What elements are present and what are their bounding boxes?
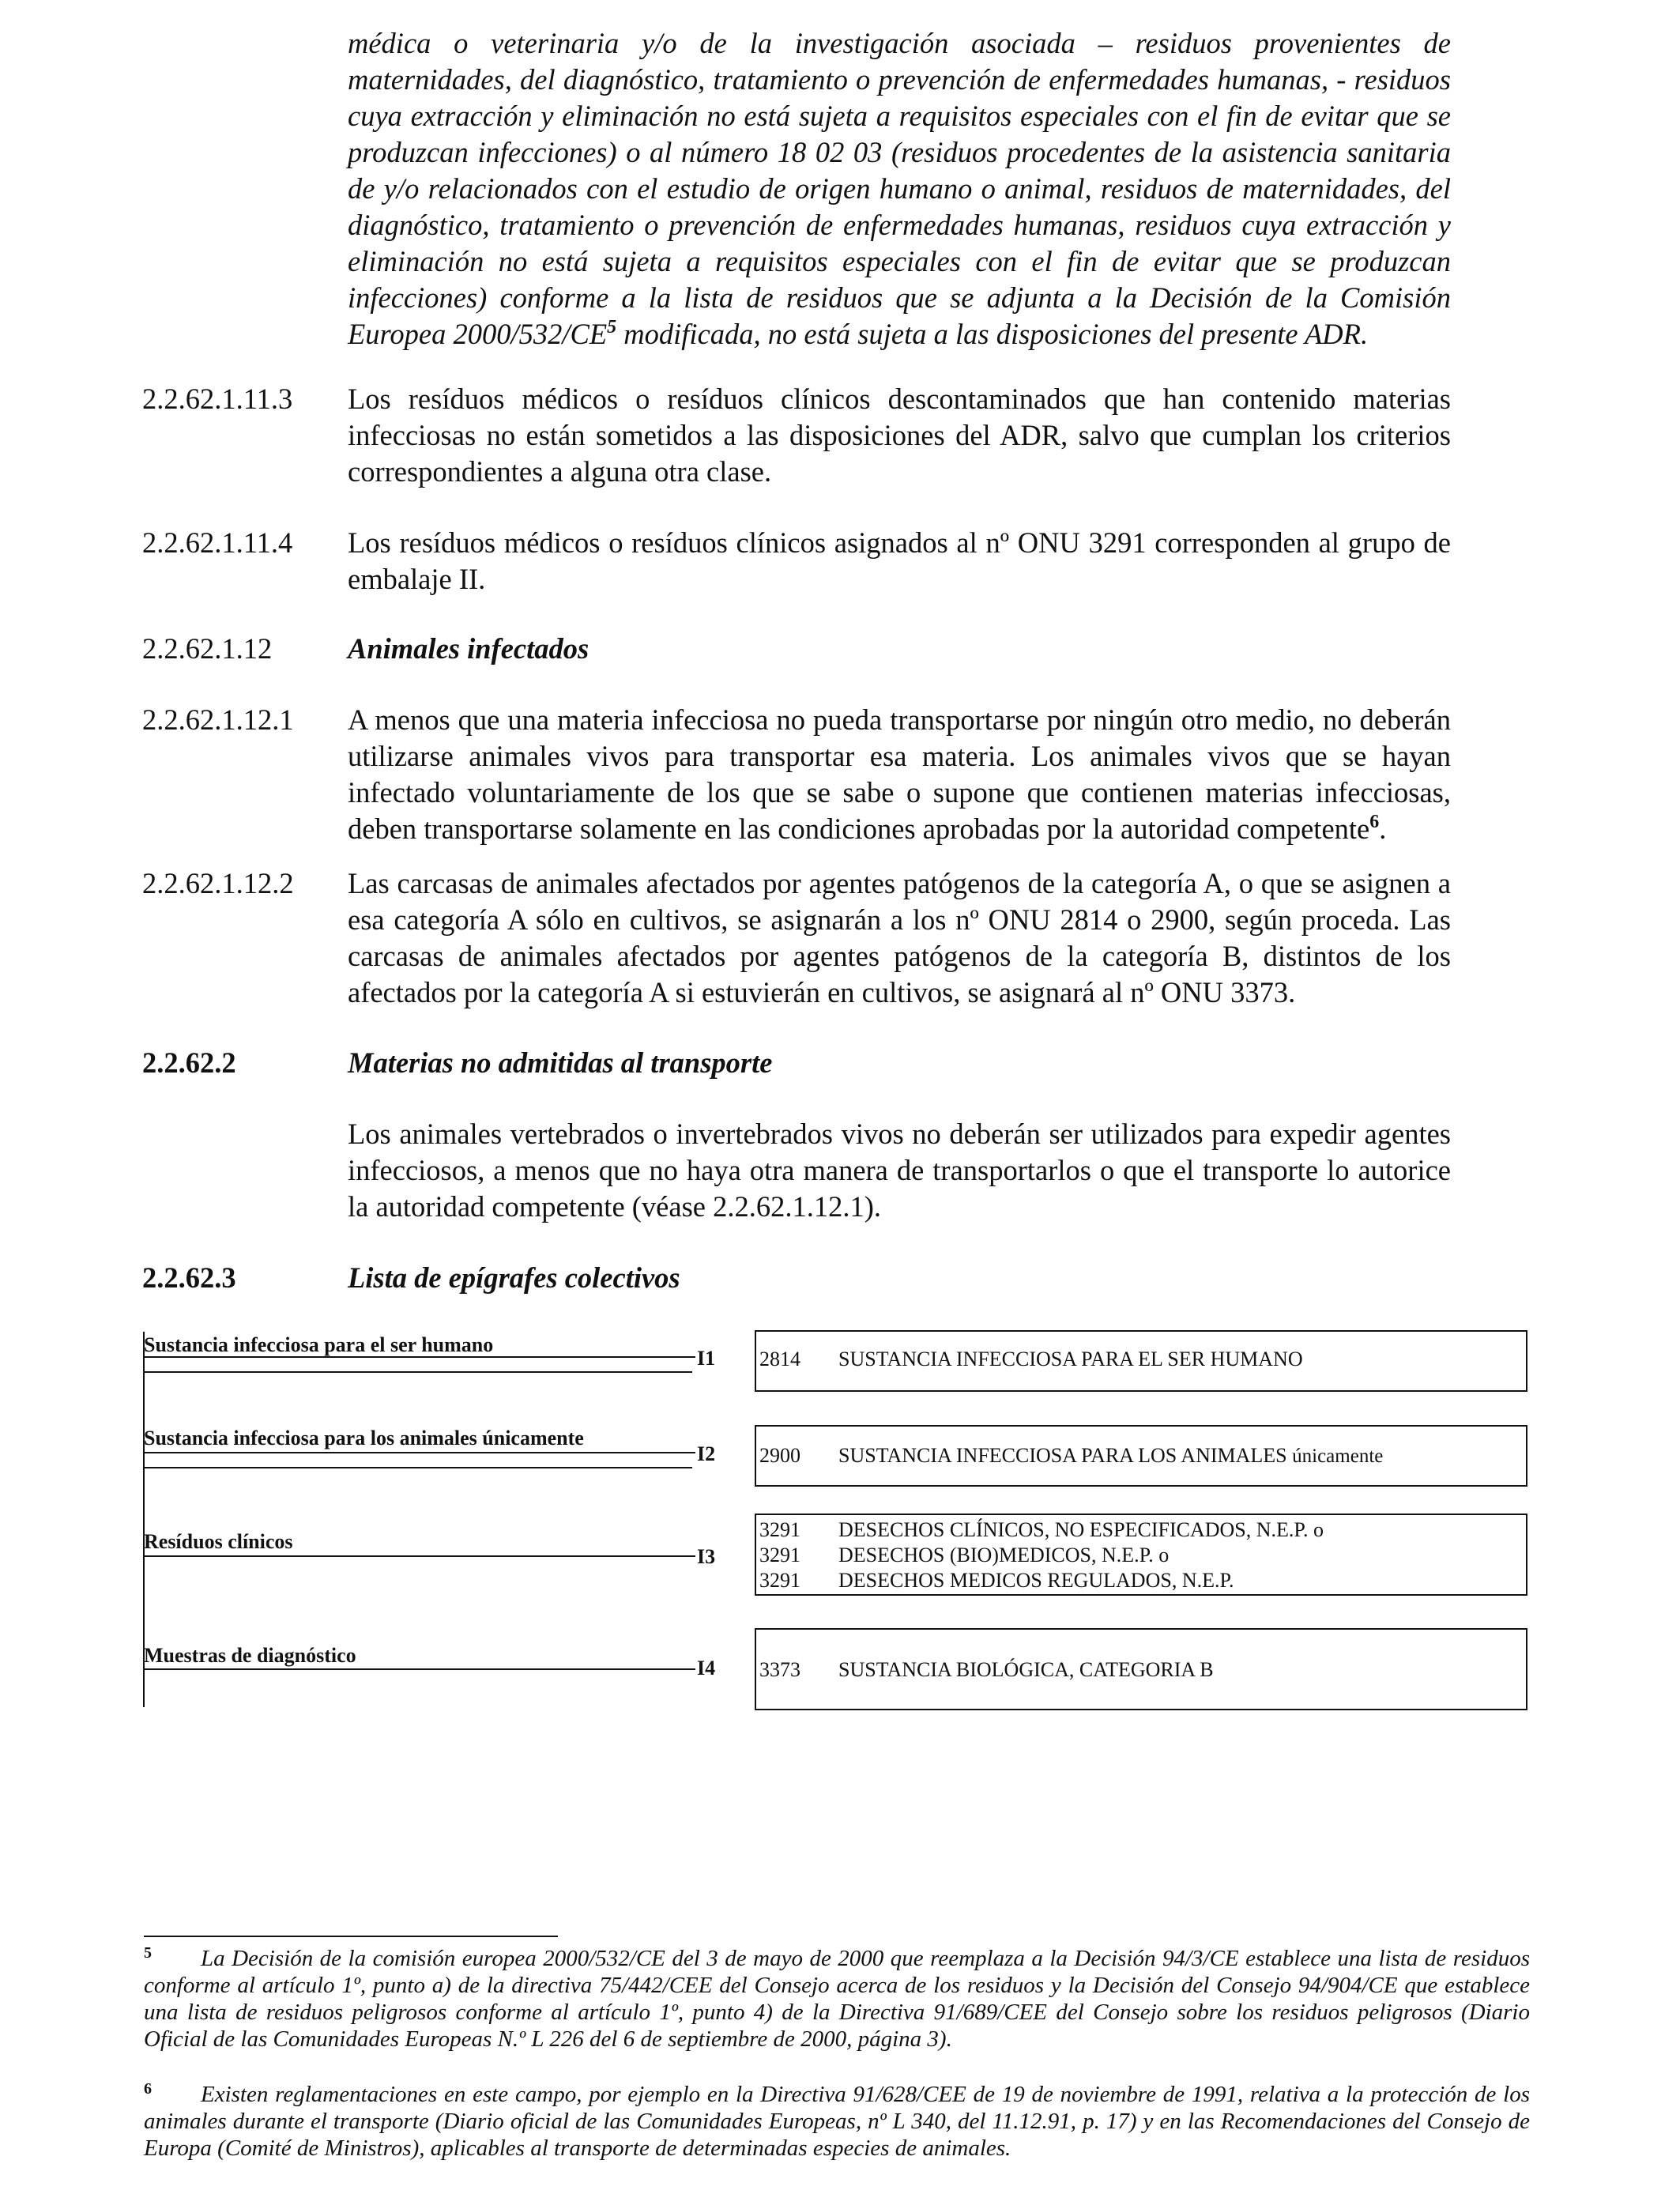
section-paragraph xyxy=(348,702,1451,847)
footnote-text: Existen reglamentaciones en este campo, por ejemplo en la Directiva 91/628/CEE de 19 de noviembre de 1991, relativa a la protección de los animales durante el transporte (Diario oficial de las Comunidades Europeas, nº L 340, del 11.12.91, p. 17) y en las Recomendaciones del Consejo de Europa (Comité de Ministros), aplicables al transporte de determinadas especies de animales. xyxy=(144,2082,1530,2161)
entry-name: DESECHOS CLÍNICOS, NO ESPECIFICADOS, N.E.P. o xyxy=(838,1518,1324,1541)
entry-row xyxy=(759,1569,1234,1593)
entry-row xyxy=(759,1444,1383,1468)
entry-row xyxy=(759,1518,1324,1542)
entry-box xyxy=(755,1628,1527,1710)
classification-code: I3 xyxy=(697,1545,716,1568)
classification-code: I1 xyxy=(697,1347,716,1370)
un-number: 2900 xyxy=(759,1444,800,1467)
footnote-mark: 5 xyxy=(144,1944,152,1962)
section-number: 2.2.62.1.11.3 xyxy=(142,383,293,415)
section-number: 2.2.62.3 xyxy=(142,1261,236,1294)
section-number: 2.2.62.1.12 xyxy=(142,632,273,665)
category-label: Resíduos clínicos xyxy=(144,1530,293,1553)
category-underline xyxy=(144,1356,695,1358)
section-paragraph: Los resíduos médicos o resíduos clínicos asignados al nº ONU 3291 corresponden al grupo de embalaje II. xyxy=(348,526,1451,595)
footnote-text: La Decisión de la comisión europea 2000/532/CE del 3 de mayo de 2000 que reemplaza a la Decisión 94/3/CE establece una lista de residuos conforme al artículo 1º, punto a) de la directiva 75/442/CEE del Consejo acerca de los residuos y la Decisión del Consejo 94/904/CE que establece una lista de residuos peligrosos conforme al artículo 1º, punto 4) de la Directiva 91/689/CEE del Consejo sobre los residuos peligrosos (Diario Oficial de las Comunidades Europeas N.º L 226 del 6 de septiembre de 2000, página 3). xyxy=(144,1946,1530,2052)
footnote-separator xyxy=(144,1936,558,1937)
intro-continuation-paragraph xyxy=(348,25,1451,352)
category-connector xyxy=(144,1668,692,1670)
section-title: Lista de epígrafes colectivos xyxy=(348,1261,680,1294)
section-paragraph: Las carcasas de animales afectados por agentes patógenos de la categoría A, o que se asignen a esa categoría A sólo en cultivos, se asignarán a los nº ONU 2814 o 2900, según proceda. Las carcasas de animales afectados por agentes patógenos de la categoría B, distintos de los afectados por la categoría A si estuvierán en cultivos, se asignará al nº ONU 3373. xyxy=(348,867,1451,1008)
category-label: Sustancia infecciosa para el ser humano xyxy=(144,1333,494,1356)
classification-code: I2 xyxy=(697,1442,716,1465)
intro-text: médica o veterinaria y/o de la investigación asociada – residuos provenientes de maternidades, del diagnóstico, tratamiento o prevención de enfermedades humanas, - residuos cuya extracción y eliminación no está sujeta a requisitos especiales con el fin de evitar que se produzcan infecciones) o al número 18 02 03 (residuos procedentes de la asistencia sanitaria de y/o relacionados con el estudio de origen humano o animal, residuos de maternidades, del diagnóstico, tratamiento o prevención de enfermedades humanas, residuos cuya extracción y eliminación no está sujeta a requisitos especiales con el fin de evitar que se produzcan infecciones) conforme a la lista de residuos que se adjunta a la Decisión de la Comisión Europea 2000/532/CE xyxy=(348,27,1451,350)
footnote-ref-6: 6 xyxy=(1369,812,1380,832)
section-text-end: . xyxy=(1379,812,1387,845)
footnote-6 xyxy=(144,2081,1530,2162)
un-number: 3291 xyxy=(759,1569,800,1592)
section-number: 2.2.62.1.12.1 xyxy=(142,703,294,736)
section-number: 2.2.62.1.12.2 xyxy=(142,867,294,899)
category-label: Sustancia infecciosa para los animales únicamente xyxy=(144,1427,584,1449)
entry-name: DESECHOS MEDICOS REGULADOS, N.E.P. xyxy=(838,1569,1234,1592)
footnote-ref-5: 5 xyxy=(607,317,617,337)
entry-name: SUSTANCIA INFECCIOSA PARA EL SER HUMANO xyxy=(838,1348,1303,1370)
un-number: 3373 xyxy=(759,1658,800,1681)
entry-box xyxy=(755,1425,1527,1487)
section-paragraph: Los resíduos médicos o resíduos clínicos descontaminados que han contenido materias infecciosas no están sometidos a las disposiciones del ADR, salvo que cumplan los criterios correspondientes a alguna otra clase. xyxy=(348,383,1451,488)
entry-name-suffix: únicamente xyxy=(1292,1446,1384,1467)
un-number: 2814 xyxy=(759,1348,800,1370)
footnote-5 xyxy=(144,1945,1530,2053)
un-number: 3291 xyxy=(759,1518,800,1541)
entry-row xyxy=(759,1658,1214,1682)
section-text: A menos que una materia infecciosa no pueda transportarse por ningún otro medio, no deberán utilizarse animales vivos para transportar esa materia. Los animales vivos que se hayan infectado voluntariamente de los que se sabe o supone que contienen materias infecciosas, deben transportarse solamente en las condiciones aprobadas por la autoridad competente xyxy=(348,703,1451,845)
section-title: Animales infectados xyxy=(348,632,590,665)
footnote-mark: 6 xyxy=(144,2080,152,2098)
section-number: 2.2.62.1.11.4 xyxy=(142,526,293,559)
entry-name: SUSTANCIA BIOLÓGICA, CATEGORIA B xyxy=(838,1658,1214,1681)
classification-code: I4 xyxy=(697,1657,716,1679)
entry-name: SUSTANCIA INFECCIOSA PARA LOS ANIMALES xyxy=(838,1444,1287,1467)
category-connector xyxy=(144,1371,692,1373)
entry-row xyxy=(759,1544,1169,1567)
section-paragraph: Los animales vertebrados o invertebrados vivos no deberán ser utilizados para expedir agentes infecciosos, a menos que no haya otra manera de transportarlos o que el transporte lo autorice la autoridad competente (véase 2.2.62.1.12.1). xyxy=(348,1118,1451,1223)
category-connector xyxy=(144,1467,692,1468)
section-title: Materias no admitidas al transporte xyxy=(348,1046,773,1079)
section-number: 2.2.62.2 xyxy=(142,1046,236,1079)
entry-row xyxy=(759,1348,1303,1371)
entry-box xyxy=(755,1514,1527,1596)
category-underline xyxy=(144,1452,695,1453)
category-connector xyxy=(144,1555,692,1557)
entry-name: DESECHOS (BIO)MEDICOS, N.E.P. o xyxy=(838,1544,1170,1566)
entry-box xyxy=(755,1330,1527,1392)
intro-text-end: modificada, no está sujeta a las disposiciones del presente ADR. xyxy=(616,318,1369,350)
un-number: 3291 xyxy=(759,1544,800,1566)
category-label: Muestras de diagnóstico xyxy=(144,1644,356,1667)
